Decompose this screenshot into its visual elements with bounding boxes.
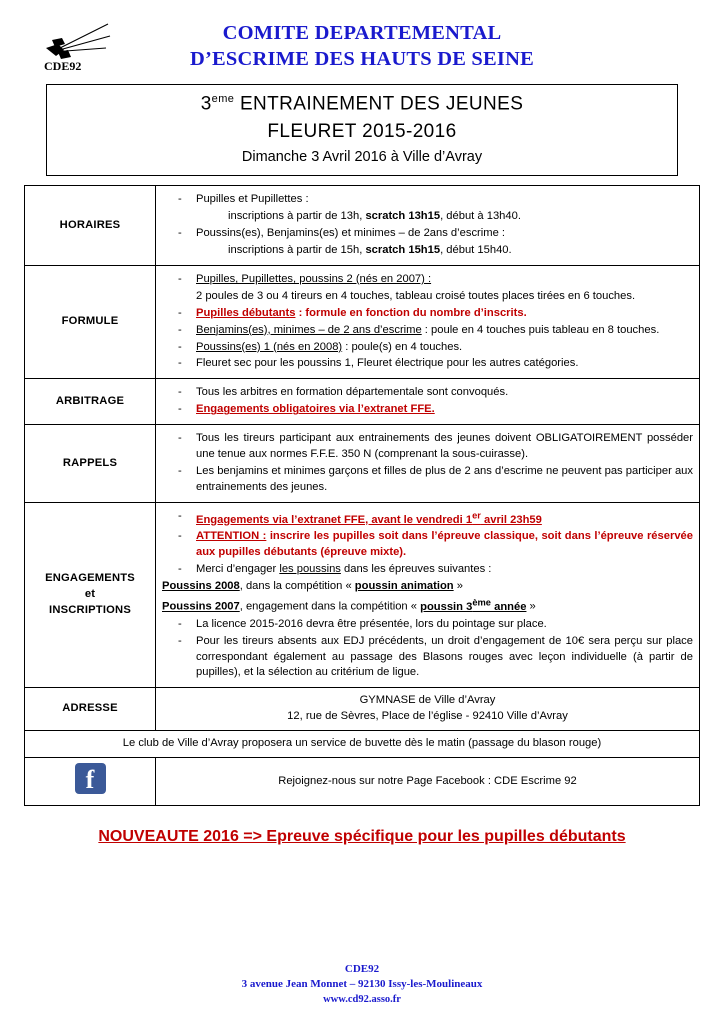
list-item <box>162 272 693 288</box>
engagements-line1-sup: er <box>472 509 481 520</box>
svg-text:CDE92: CDE92 <box>44 59 82 73</box>
horaires-line2c: , début à 13h40. <box>440 210 521 223</box>
document-header <box>24 0 700 76</box>
horaires-line3: Poussins(es), Benjamins(es) et minimes – de 2ans d’escrime : <box>196 227 506 240</box>
adresse-street: 12, rue de Sèvres, Place de l’église - 92410 Ville d’Avray <box>287 710 568 723</box>
engagements-extranet <box>196 509 542 526</box>
engagements-line1a: Engagements via l’extranet FFE, avant le vendredi 1 <box>196 513 473 526</box>
footer-website: www.cd92.asso.fr <box>323 994 401 1006</box>
formule-line1: Pupilles, Pupillettes, poussins 2 (nés en 2007) : <box>196 272 432 285</box>
list-item <box>162 289 693 305</box>
footer-line2: 3 avenue Jean Monnet – 92130 Issy-les-Moulineaux <box>241 978 483 991</box>
facebook-text: Rejoignez-nous sur notre Page Facebook : CDE Escrime 92 <box>156 758 700 806</box>
list-item <box>162 634 693 682</box>
list-item <box>162 209 693 225</box>
row-label-formule: FORMULE <box>25 265 156 378</box>
nouveaute-banner: NOUVEAUTE 2016 => Epreuve spécifique pour les pupilles débutants <box>98 827 626 845</box>
engagements-line5e: » <box>526 600 536 613</box>
event-title-line1 <box>47 93 677 115</box>
horaires-line1: Pupilles et Pupillettes : <box>196 193 309 206</box>
list-item <box>162 509 693 529</box>
engagements-line5b: , engagement dans la compétition « <box>239 600 421 613</box>
row-label-engagements-l2: et <box>84 588 96 601</box>
list-item <box>162 385 693 401</box>
organisation-title-line1: COMITE DEPARTEMENTAL <box>222 22 502 44</box>
horaires-line4 <box>196 243 693 259</box>
event-number-suffix: eme <box>211 93 235 105</box>
row-content-horaires <box>156 186 700 266</box>
list-item <box>162 243 693 259</box>
horaires-scratch2: scratch 15h15 <box>365 244 441 257</box>
arbitrage-line1: Tous les arbitres en formation départementale sont convoqués. <box>196 386 509 399</box>
arbitrage-line2: Engagements obligatoires via l’extranet FFE. <box>196 403 435 416</box>
horaires-line4a: inscriptions à partir de 15h, <box>228 244 366 257</box>
event-title-line2: FLEURET 2015-2016 <box>267 121 457 143</box>
row-label-engagements-l3: INSCRIPTIONS <box>49 604 131 617</box>
table-row-buvette <box>25 731 700 758</box>
table-row-horaires <box>25 186 700 266</box>
list-item <box>162 579 693 595</box>
organisation-title <box>24 0 700 72</box>
list-item <box>162 402 693 418</box>
table-row-arbitrage <box>25 379 700 425</box>
row-content-rappels <box>156 425 700 503</box>
rappels-line2: Les benjamins et minimes garçons et filles de plus de 2 ans d’escrime ne peuvent pas participer aux entrainements des jeunes. <box>196 465 693 493</box>
event-title-box <box>46 84 678 176</box>
formule-line3a: Benjamins(es), minimes – de 2 ans d’escrime <box>196 323 422 336</box>
formule-line2b: : formule en fonction du nombre d’inscrits. <box>295 306 527 319</box>
row-label-adresse: ADRESSE <box>25 688 156 731</box>
formule-line4a: Poussins(es) 1 (nés en 2008) <box>196 340 343 353</box>
table-row-facebook <box>25 758 700 806</box>
engagements-attention: ATTENTION : <box>196 530 267 543</box>
adresse-venue: GYMNASE de Ville d’Avray <box>359 694 496 707</box>
row-content-arbitrage <box>156 379 700 425</box>
horaires-scratch1: scratch 13h15 <box>365 210 441 223</box>
formule-line3b: : poule en 4 touches puis tableau en 8 touches. <box>421 323 660 336</box>
engagements-poussins2008: Poussins 2008 <box>162 580 240 593</box>
list-item <box>162 596 693 616</box>
formule-line1b: 2 poules de 3 ou 4 tireurs en 4 touches, tableau croisé toutes places tirées en 6 touches. <box>196 289 636 302</box>
row-content-engagements <box>156 502 700 688</box>
engagements-line3a: Merci d’engager <box>196 563 280 576</box>
event-number: 3 <box>200 93 212 115</box>
engagements-line2b: inscrire les pupilles soit dans l’épreuve classique, soit dans l’épreuve réservée aux pupilles débutants (épreuve mixte). <box>196 530 693 559</box>
list-item <box>162 529 693 561</box>
list-item <box>162 306 693 322</box>
engagements-line3b: les poussins <box>279 563 341 576</box>
list-item <box>162 464 693 496</box>
organisation-title-line2: D’ESCRIME DES HAUTS DE SEINE <box>190 48 534 71</box>
table-row-engagements <box>25 502 700 688</box>
horaires-line2a: inscriptions à partir de 13h, <box>228 210 366 223</box>
list-item <box>162 192 693 208</box>
engagements-line4d: » <box>453 580 463 593</box>
buvette-note: Le club de Ville d’Avray proposera un service de buvette dès le matin (passage du blason rouge) <box>25 731 700 758</box>
facebook-icon[interactable] <box>75 763 106 794</box>
event-title-rest: ENTRAINEMENT DES JEUNES <box>234 93 524 115</box>
table-row-adresse <box>25 688 700 731</box>
formule-pupilles-debutants: Pupilles débutants <box>196 306 296 319</box>
list-item <box>162 323 693 339</box>
list-item <box>162 562 693 578</box>
facebook-icon-cell[interactable] <box>25 758 156 806</box>
document-footer <box>0 962 724 1008</box>
facebook-icon-letter: f <box>85 765 95 795</box>
formule-line5: Fleuret sec pour les poussins 1, Fleuret électrique pour les autres catégories. <box>196 357 579 370</box>
table-row-rappels <box>25 425 700 503</box>
row-label-engagements <box>25 502 156 688</box>
horaires-line2 <box>196 209 693 225</box>
table-row-formule <box>25 265 700 378</box>
engagements-line5c: poussin 3 <box>420 600 473 613</box>
engagements-line3c: dans les épreuves suivantes : <box>340 563 492 576</box>
list-item <box>162 356 693 372</box>
engagements-line1b: avril 23h59 <box>480 513 542 526</box>
engagements-line5d: année <box>491 600 527 613</box>
cde92-logo <box>38 18 114 76</box>
event-details-table <box>24 185 700 806</box>
list-item <box>162 340 693 356</box>
rappels-line1: Tous les tireurs participant aux entrainements des jeunes doivent OBLIGATOIREMENT posséder une tenue aux normes F.F.E. 350 N (comprenant la sous-cuirasse). <box>196 432 693 461</box>
engagements-line5-sup: ème <box>472 597 491 608</box>
row-label-engagements-l1: ENGAGEMENTS <box>45 572 135 585</box>
engagements-line6: La licence 2015-2016 devra être présentée, lors du pointage sur place. <box>196 617 547 630</box>
event-date-location: Dimanche 3 Avril 2016 à Ville d’Avray <box>241 149 483 166</box>
list-item <box>162 617 693 633</box>
engagements-poussins2007: Poussins 2007 <box>162 600 240 613</box>
list-item <box>162 431 693 463</box>
row-content-formule <box>156 265 700 378</box>
footer-line1: CDE92 <box>344 962 380 975</box>
formule-line4b: : poule(s) en 4 touches. <box>342 340 463 353</box>
horaires-line4c: , début 15h40. <box>440 244 512 257</box>
engagements-line5c-group <box>420 597 527 613</box>
list-item <box>162 226 693 242</box>
row-label-rappels: RAPPELS <box>25 425 156 503</box>
engagements-line7: Pour les tireurs absents aux EDJ précédents, un droit d’engagement de 10€ sera perçu sur place correspondant également au passage des Blasons rouges avec leçon individuelle (à partir de pupilles), et la sélection au critérium de ligue. <box>196 634 693 679</box>
engagements-line4c: poussin animation <box>354 580 454 593</box>
engagements-line4b: , dans la compétition « <box>239 580 355 593</box>
row-label-arbitrage: ARBITRAGE <box>25 379 156 425</box>
row-label-horaires: HORAIRES <box>25 186 156 266</box>
row-content-adresse <box>156 688 700 731</box>
